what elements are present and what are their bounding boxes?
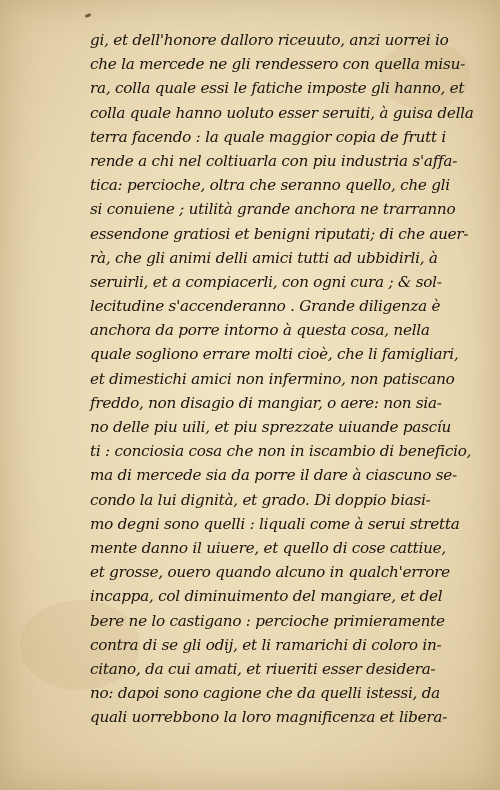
text-line: tica: percioche, oltra che seranno quello, che gli bbox=[90, 176, 450, 195]
text-line: rà, che gli animi delli amici tutti ad ubbidirli, à bbox=[90, 248, 438, 267]
text-line: essendone gratiosi et benigni riputati; di che auer- bbox=[90, 224, 469, 243]
ink-mark bbox=[85, 13, 92, 18]
text-line: citano, da cui amati, et riueriti esser desidera- bbox=[90, 659, 436, 678]
text-line: mo degni sono quelli : liquali come à serui stretta bbox=[90, 514, 460, 533]
text-line: quali uorrebbono la loro magnificenza et libera- bbox=[90, 708, 448, 727]
text-line: mente danno il uiuere, et quello di cose cattiue, bbox=[90, 538, 446, 557]
text-line: no: dapoi sono cagione che da quelli istessi, da bbox=[90, 684, 440, 703]
text-line: no delle piu uili, et piu sprezzate uiuande pascíu bbox=[90, 418, 452, 436]
text-line: lecitudine s'accenderanno . Grande diligenza è bbox=[90, 297, 441, 316]
text-line: ma di mercede sia da porre il dare à ciascuno se- bbox=[90, 466, 457, 485]
text-line: contra di se gli odij, et li ramarichi di coloro in- bbox=[90, 635, 442, 654]
text-line: et dimestichi amici non infermino, non patiscano bbox=[90, 369, 455, 388]
text-line: terra facendo : la quale maggior copia de frutt i bbox=[90, 127, 446, 146]
text-line: colla quale hanno uoluto esser seruiti, à guisa della bbox=[90, 103, 474, 122]
text-line: rende a chi nel coltiuarla con piu industria s'affa- bbox=[90, 151, 458, 170]
text-line: freddo, non disagio di mangiar, o aere: non sia- bbox=[90, 393, 442, 412]
text-line: che la mercede ne gli rendessero con quella misu- bbox=[90, 55, 465, 74]
text-line: ti : conciosia cosa che non in iscambio di beneficio, bbox=[90, 442, 472, 461]
text-line: quale sogliono errare molti cioè, che li famigliari, bbox=[90, 345, 459, 364]
text-line: et grosse, ouero quando alcuno in qualch'errore bbox=[90, 563, 450, 582]
text-line: seruirli, et a compiacerli, con ogni cura ; & sol- bbox=[90, 272, 442, 291]
text-line: anchora da porre intorno à questa cosa, nella bbox=[90, 321, 430, 340]
text-line: bere ne lo castigano : percioche primieramente bbox=[90, 611, 445, 630]
text-line: si conuiene ; utilità grande anchora ne trarranno bbox=[90, 200, 456, 219]
text-line: gi, et dell'honore dalloro riceuuto, anzi uorrei io bbox=[90, 31, 449, 49]
body-text bbox=[90, 28, 474, 729]
text-line: incappa, col diminuimento del mangiare, et del bbox=[90, 587, 443, 606]
text-line: ra, colla quale essi le fatiche imposte gli hanno, et bbox=[90, 79, 465, 98]
text-line: condo la lui dignità, et grado. Di doppio biasi- bbox=[90, 490, 431, 509]
